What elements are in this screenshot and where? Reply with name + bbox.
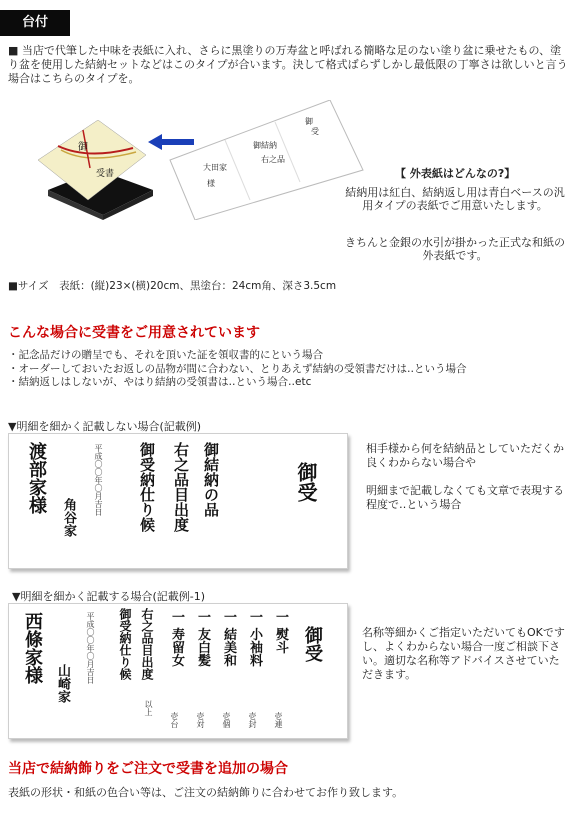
count-label: 壱個 xyxy=(222,712,231,728)
calli-col: 御結納の品 xyxy=(202,442,220,517)
list-item: ・オーダーしておいたお返しの品物が間に合わない、とりあえず結納の受領書だけは‥という場合 xyxy=(8,362,467,375)
info-paragraph-2: きちんと金銀の水引が掛かった正式な和紙の外表紙です。 xyxy=(345,236,565,262)
list-item: ・結納返しはしないが、やはり結納の受領書は‥という場合‥etc xyxy=(8,376,312,388)
count-label: 壱連 xyxy=(274,712,283,728)
calli-col: 右之品目出度 xyxy=(140,608,154,680)
date-col: 平成〇〇年〇月吉日 xyxy=(86,612,95,684)
calli-col: 御受 xyxy=(302,626,323,662)
section-heading-uketori: こんな場合に受書をご用意されています xyxy=(8,325,260,341)
calli-col: 一 小袖料 xyxy=(247,610,262,667)
calli-col: 右之品目出度 xyxy=(172,442,190,532)
svg-text:御: 御 xyxy=(305,117,313,126)
example-1-card xyxy=(8,433,348,569)
example-2-title: ▼明細を細かく記載する場合(記載例-1) xyxy=(12,590,206,603)
calli-col: 御受納仕り候 xyxy=(138,442,156,532)
info-paragraph-1: 結納用は紅白、結納返し用は青白ベースの汎用タイプの表紙でご用意いたします。 xyxy=(345,186,565,212)
calli-col: 一 熨斗 xyxy=(273,610,288,654)
calli-col: 角谷家 xyxy=(61,498,76,537)
usage-list xyxy=(8,349,467,390)
svg-text:大田家: 大田家 xyxy=(203,163,227,172)
tray-illustration xyxy=(28,120,158,220)
svg-text:受書: 受書 xyxy=(96,169,115,179)
date-col: 平成〇〇年〇月吉日 xyxy=(94,444,103,516)
size-spec: ■サイズ 表紙：(縦)23×(横)20cm、黒塗台：24cm角、深さ3.5cm xyxy=(8,280,337,292)
calli-col: 西條家様 xyxy=(22,612,43,684)
calli-col: 一 寿留女 xyxy=(169,610,184,667)
svg-text:御: 御 xyxy=(78,142,88,153)
calli-col: 山崎家 xyxy=(55,664,70,703)
svg-text:右之品: 右之品 xyxy=(261,155,285,164)
count-label: 壱封 xyxy=(248,712,257,728)
calli-col: 御受 xyxy=(294,462,318,502)
tray-svg xyxy=(28,120,158,220)
info-title: 【 外表紙はどんなの?】 xyxy=(395,167,516,180)
svg-text:様: 様 xyxy=(207,179,215,188)
example-1-note-2: 明細まで記載しなくても文章で表現する程度で‥という場合 xyxy=(366,484,564,511)
calli-col: 渡部家様 xyxy=(26,442,47,514)
list-item: ・記念品だけの贈呈でも、それを頂いた証を領収書的にという場合 xyxy=(8,349,323,361)
section-heading-order: 当店で結納飾りをご注文で受書を追加の場合 xyxy=(8,761,288,777)
svg-text:御結納: 御結納 xyxy=(253,141,277,150)
calli-col: 一 結美和 xyxy=(221,610,236,667)
calli-col: 一 友白髪 xyxy=(195,610,210,667)
example-2-card xyxy=(8,603,348,739)
svg-text:受: 受 xyxy=(311,127,319,136)
example-1-title: ▼明細を細かく記載しない場合(記載例) xyxy=(8,420,202,433)
order-note: 表紙の形状・和紙の色合い等は、ご注文の結納飾りに合わせてお作り致します。 xyxy=(8,786,404,799)
count-label: 壱対 xyxy=(196,712,205,728)
intro-paragraph: ■ 当店で代筆した中味を表紙に入れ、さらに黒塗りの万寿盆と呼ばれる簡略な足のない塗り盆に乗せたもの、塗り盆を使用した結納セットなどはこのタイプが合います。決して格式ばらずしかし最低限の丁寧さは欲しいと言う場合はこちらのタイプを。 xyxy=(8,44,568,85)
example-1-note-1: 相手様から何を結納品としていただくか良くわからない場合や xyxy=(366,442,564,469)
sheet-illustration xyxy=(165,100,365,220)
calli-col: 御受納仕り候 xyxy=(118,608,132,680)
count-label: 壱台 xyxy=(170,712,179,728)
section-tag: 台付 xyxy=(0,10,70,36)
count-label: 以上 xyxy=(144,700,153,716)
example-2-note: 名称等細かくご指定いただいてもOKですし、よくわからない場合一度ご相談下さい。適切な名称等アドバイスさせていただきます。 xyxy=(362,626,565,681)
